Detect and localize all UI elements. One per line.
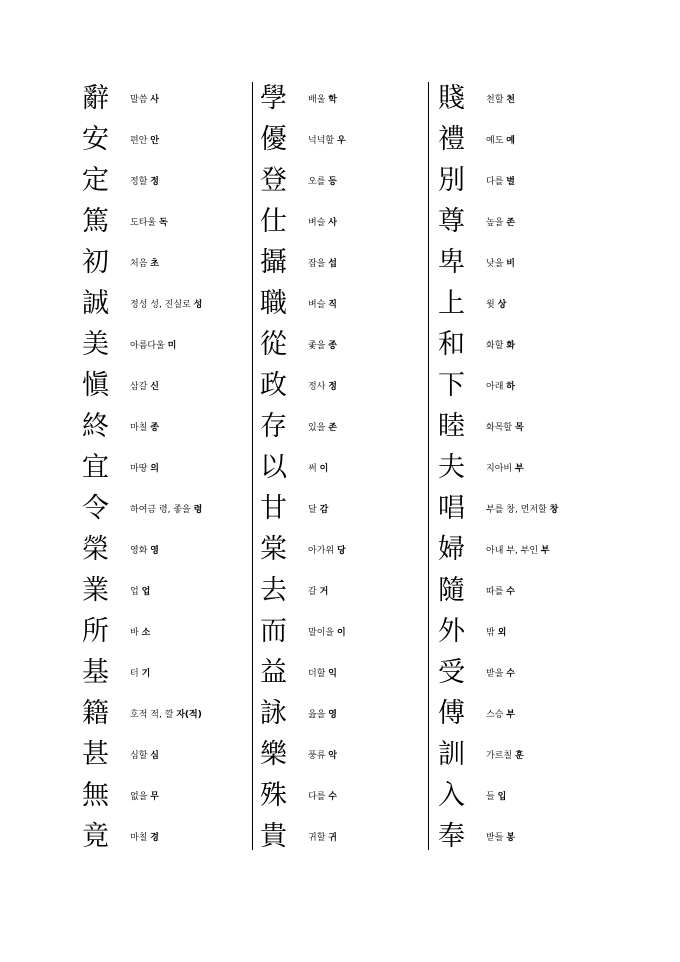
- hanja-entry: [78, 488, 258, 529]
- meaning-text: 도타울: [130, 218, 159, 228]
- hanja-entry: [434, 119, 614, 160]
- hanja-entry: [256, 775, 436, 816]
- reading-sound: 귀: [328, 833, 337, 843]
- hanja-meaning: [130, 584, 150, 597]
- reading-sound: 이: [336, 628, 346, 638]
- reading-sound: 감: [319, 505, 329, 515]
- hanja-entry: [256, 119, 436, 160]
- hanja-entry: [256, 734, 436, 775]
- reading-sound: 령: [193, 505, 203, 515]
- hanja-character: 睦: [438, 411, 465, 442]
- hanja-meaning: [486, 338, 515, 351]
- hanja-entry: [434, 734, 614, 775]
- hanja-meaning: [130, 174, 159, 187]
- hanja-meaning: [486, 133, 515, 146]
- reading-sound: 업: [141, 587, 151, 597]
- reading-sound: 창: [549, 505, 559, 515]
- meaning-text: 낮을: [486, 259, 507, 269]
- reading-sound: 정: [150, 177, 159, 187]
- meaning-text: 벼슬: [308, 300, 329, 310]
- hanja-character: 隨: [438, 575, 465, 606]
- hanja-entry: [78, 119, 258, 160]
- meaning-text: 좇을: [308, 341, 329, 351]
- hanja-meaning: [308, 543, 346, 556]
- hanja-meaning: [130, 625, 150, 638]
- hanja-meaning: [308, 420, 337, 433]
- hanja-character: 以: [260, 452, 287, 483]
- meaning-text: 들: [486, 792, 498, 802]
- reading-sound: 안: [150, 136, 159, 146]
- meaning-text: 마칠: [130, 423, 151, 433]
- reading-sound: 당: [336, 546, 346, 556]
- hanja-character: 攝: [260, 247, 287, 278]
- meaning-text: 배울: [308, 95, 329, 105]
- hanja-meaning: [486, 543, 550, 556]
- hanja-character: 棠: [260, 534, 287, 565]
- hanja-character: 愼: [82, 370, 109, 401]
- hanja-character: 初: [82, 247, 109, 278]
- hanja-entry: [256, 365, 436, 406]
- reading-sound: 기: [141, 669, 151, 679]
- meaning-text: 말씀: [130, 95, 151, 105]
- meaning-text: 높을: [486, 218, 507, 228]
- meaning-text: 있을: [308, 423, 329, 433]
- meaning-text: 심할: [130, 751, 151, 761]
- hanja-character: 樂: [260, 739, 287, 770]
- reading-sound: 초: [150, 259, 159, 269]
- hanja-character: 甚: [82, 739, 109, 770]
- reading-sound: 우: [336, 136, 346, 146]
- hanja-entry: [434, 652, 614, 693]
- hanja-character: 學: [260, 83, 287, 114]
- hanja-entry: [256, 570, 436, 611]
- hanja-entry: [256, 78, 436, 119]
- meaning-text: 바: [130, 628, 142, 638]
- hanja-entry: [256, 324, 436, 365]
- meaning-text: 말이을: [308, 628, 337, 638]
- hanja-entry: [78, 734, 258, 775]
- hanja-meaning: [130, 215, 168, 228]
- hanja-character: 奉: [438, 821, 465, 852]
- meaning-text: 다를: [308, 792, 329, 802]
- hanja-meaning: [486, 502, 558, 515]
- hanja-meaning: [486, 830, 515, 843]
- hanja-meaning: [486, 789, 506, 802]
- meaning-text: 따를: [486, 587, 507, 597]
- hanja-entry: [434, 242, 614, 283]
- hanja-entry: [256, 160, 436, 201]
- hanja-meaning: [130, 92, 159, 105]
- hanja-character: 夫: [438, 452, 465, 483]
- hanja-entry: [434, 529, 614, 570]
- hanja-character: 榮: [82, 534, 109, 565]
- hanja-entry: [434, 78, 614, 119]
- hanja-character: 基: [82, 657, 109, 688]
- meaning-text: 귀할: [308, 833, 329, 843]
- hanja-entry: [256, 529, 436, 570]
- hanja-entry: [78, 201, 258, 242]
- hanja-meaning: [130, 502, 202, 515]
- hanja-entry: [78, 693, 258, 734]
- meaning-text: 풍류: [308, 751, 329, 761]
- hanja-meaning: [308, 707, 337, 720]
- hanja-character: 下: [438, 370, 465, 401]
- reading-sound: 사: [150, 95, 159, 105]
- reading-sound: 거: [319, 587, 329, 597]
- hanja-entry: [256, 283, 436, 324]
- hanja-meaning: [130, 133, 159, 146]
- hanja-character: 別: [438, 165, 465, 196]
- meaning-text: 써: [308, 464, 320, 474]
- hanja-entry: [434, 693, 614, 734]
- hanja-character: 禮: [438, 124, 465, 155]
- hanja-character: 終: [82, 411, 109, 442]
- hanja-meaning: [308, 133, 346, 146]
- hanja-character: 甘: [260, 493, 287, 524]
- hanja-meaning: [486, 256, 515, 269]
- hanja-entry: [434, 160, 614, 201]
- reading-sound: 독: [158, 218, 168, 228]
- hanja-entry: [78, 283, 258, 324]
- hanja-entry: [256, 242, 436, 283]
- reading-sound: 성: [193, 300, 203, 310]
- reading-sound: 존: [328, 423, 337, 433]
- hanja-meaning: [130, 461, 159, 474]
- meaning-text: 받들: [486, 833, 507, 843]
- hanja-entry: [434, 201, 614, 242]
- hanja-column-3: [434, 78, 614, 857]
- meaning-text: 밖: [486, 628, 498, 638]
- hanja-character: 籍: [82, 698, 109, 729]
- reading-sound: 외: [497, 628, 507, 638]
- hanja-entry: [256, 611, 436, 652]
- reading-sound: 훈: [514, 751, 524, 761]
- hanja-column-2: [256, 78, 436, 857]
- hanja-meaning: [486, 297, 506, 310]
- hanja-entry: [78, 775, 258, 816]
- hanja-character: 而: [260, 616, 287, 647]
- meaning-text: 화할: [486, 341, 507, 351]
- meaning-text: 업: [130, 587, 142, 597]
- hanja-meaning: [486, 584, 515, 597]
- hanja-character: 婦: [438, 534, 465, 565]
- reading-sound: 정: [328, 382, 337, 392]
- meaning-text: 아내 부, 부인: [486, 546, 541, 556]
- reading-sound: 상: [497, 300, 507, 310]
- reading-sound: 별: [506, 177, 515, 187]
- hanja-entry: [78, 406, 258, 447]
- reading-sound: 이: [319, 464, 329, 474]
- hanja-meaning: [130, 338, 176, 351]
- meaning-text: 더할: [308, 669, 329, 679]
- hanja-entry: [434, 775, 614, 816]
- hanja-character: 美: [82, 329, 109, 360]
- hanja-entry: [256, 693, 436, 734]
- hanja-character: 從: [260, 329, 287, 360]
- reading-sound: 심: [150, 751, 159, 761]
- hanja-meaning: [308, 789, 337, 802]
- reading-sound: 영: [150, 546, 159, 556]
- hanja-entry: [256, 488, 436, 529]
- meaning-text: 읊을: [308, 710, 329, 720]
- meaning-text: 처음: [130, 259, 151, 269]
- reading-sound: 하: [506, 382, 515, 392]
- hanja-character: 所: [82, 616, 109, 647]
- reading-sound: 무: [150, 792, 159, 802]
- hanja-character: 業: [82, 575, 109, 606]
- reading-sound: 종: [150, 423, 159, 433]
- hanja-character: 上: [438, 288, 465, 319]
- hanja-meaning: [130, 297, 202, 310]
- hanja-meaning: [486, 420, 524, 433]
- hanja-character: 優: [260, 124, 287, 155]
- hanja-meaning: [130, 830, 159, 843]
- hanja-meaning: [486, 666, 515, 679]
- meaning-text: 영화: [130, 546, 151, 556]
- meaning-text: 아래: [486, 382, 507, 392]
- hanja-character: 外: [438, 616, 465, 647]
- reading-sound: 부: [514, 464, 524, 474]
- hanja-entry: [434, 611, 614, 652]
- hanja-character: 訓: [438, 739, 465, 770]
- hanja-meaning: [308, 830, 337, 843]
- reading-sound: 익: [328, 669, 337, 679]
- hanja-meaning: [130, 420, 159, 433]
- meaning-text: 마땅: [130, 464, 151, 474]
- hanja-character: 傅: [438, 698, 465, 729]
- hanja-entry: [78, 160, 258, 201]
- reading-sound: 부: [506, 710, 515, 720]
- reading-sound: 자(적): [176, 710, 202, 720]
- meaning-text: 정성 성, 진실로: [130, 300, 194, 310]
- reading-sound: 수: [506, 669, 515, 679]
- reading-sound: 목: [514, 423, 524, 433]
- meaning-text: 정할: [130, 177, 151, 187]
- hanja-entry: [78, 570, 258, 611]
- hanja-entry: [78, 816, 258, 857]
- hanja-entry: [256, 447, 436, 488]
- meaning-text: 예도: [486, 136, 507, 146]
- reading-sound: 등: [328, 177, 337, 187]
- hanja-meaning: [486, 625, 506, 638]
- hanja-character: 卑: [438, 247, 465, 278]
- meaning-text: 윗: [486, 300, 498, 310]
- meaning-text: 갈: [308, 587, 320, 597]
- reading-sound: 사: [328, 218, 337, 228]
- hanja-entry: [434, 283, 614, 324]
- meaning-text: 지아비: [486, 464, 515, 474]
- hanja-meaning: [308, 625, 346, 638]
- hanja-meaning: [486, 707, 515, 720]
- reading-sound: 소: [141, 628, 151, 638]
- hanja-meaning: [308, 748, 337, 761]
- reading-sound: 존: [506, 218, 515, 228]
- hanja-entry: [78, 324, 258, 365]
- meaning-text: 하여금 령, 좋을: [130, 505, 194, 515]
- hanja-entry: [434, 570, 614, 611]
- reading-sound: 신: [150, 382, 159, 392]
- reading-sound: 부: [540, 546, 550, 556]
- meaning-text: 받을: [486, 669, 507, 679]
- hanja-meaning: [308, 461, 328, 474]
- meaning-text: 정사: [308, 382, 329, 392]
- hanja-character: 誠: [82, 288, 109, 319]
- hanja-meaning: [486, 215, 515, 228]
- hanja-character: 竟: [82, 821, 109, 852]
- reading-sound: 예: [506, 136, 515, 146]
- hanja-character: 職: [260, 288, 287, 319]
- hanja-meaning: [308, 174, 337, 187]
- hanja-meaning: [130, 379, 159, 392]
- reading-sound: 섭: [328, 259, 337, 269]
- meaning-text: 달: [308, 505, 320, 515]
- meaning-text: 화목할: [486, 423, 515, 433]
- hanja-meaning: [308, 338, 337, 351]
- hanja-meaning: [308, 666, 337, 679]
- hanja-meaning: [486, 748, 524, 761]
- hanja-meaning: [130, 543, 159, 556]
- meaning-text: 터: [130, 669, 142, 679]
- hanja-entry: [256, 652, 436, 693]
- meaning-text: 다를: [486, 177, 507, 187]
- hanja-entry: [78, 529, 258, 570]
- hanja-character: 益: [260, 657, 287, 688]
- hanja-column-1: [78, 78, 258, 857]
- hanja-character: 入: [438, 780, 465, 811]
- reading-sound: 학: [328, 95, 337, 105]
- meaning-text: 오를: [308, 177, 329, 187]
- hanja-meaning: [308, 92, 337, 105]
- meaning-text: 벼슬: [308, 218, 329, 228]
- meaning-text: 삼갈: [130, 382, 151, 392]
- meaning-text: 아가위: [308, 546, 337, 556]
- hanja-entry: [434, 816, 614, 857]
- reading-sound: 종: [328, 341, 337, 351]
- hanja-character: 篤: [82, 206, 109, 237]
- hanja-meaning: [308, 379, 337, 392]
- meaning-text: 호적 적, 깔: [130, 710, 177, 720]
- hanja-entry: [434, 488, 614, 529]
- reading-sound: 수: [506, 587, 515, 597]
- hanja-meaning: [130, 256, 159, 269]
- hanja-character: 令: [82, 493, 109, 524]
- hanja-character: 賤: [438, 83, 465, 114]
- hanja-character: 登: [260, 165, 287, 196]
- hanja-meaning: [308, 256, 337, 269]
- hanja-character: 唱: [438, 493, 465, 524]
- reading-sound: 천: [506, 95, 515, 105]
- meaning-text: 마칠: [130, 833, 151, 843]
- hanja-character: 去: [260, 575, 287, 606]
- meaning-text: 잡을: [308, 259, 329, 269]
- hanja-meaning: [486, 379, 515, 392]
- hanja-meaning: [308, 502, 328, 515]
- reading-sound: 입: [497, 792, 507, 802]
- reading-sound: 비: [506, 259, 515, 269]
- meaning-text: 천할: [486, 95, 507, 105]
- hanja-character: 受: [438, 657, 465, 688]
- hanja-character: 尊: [438, 206, 465, 237]
- meaning-text: 스승: [486, 710, 507, 720]
- hanja-meaning: [308, 215, 337, 228]
- meaning-text: 가르칠: [486, 751, 515, 761]
- meaning-text: 편안: [130, 136, 151, 146]
- hanja-meaning: [130, 707, 202, 720]
- hanja-meaning: [130, 748, 159, 761]
- hanja-character: 殊: [260, 780, 287, 811]
- hanja-character: 定: [82, 165, 109, 196]
- reading-sound: 화: [506, 341, 515, 351]
- reading-sound: 악: [328, 751, 337, 761]
- hanja-character: 宜: [82, 452, 109, 483]
- hanja-meaning: [308, 584, 328, 597]
- hanja-entry: [434, 365, 614, 406]
- hanja-character: 存: [260, 411, 287, 442]
- hanja-character: 安: [82, 124, 109, 155]
- hanja-character: 政: [260, 370, 287, 401]
- hanja-entry: [434, 324, 614, 365]
- hanja-entry: [78, 365, 258, 406]
- meaning-text: 부를 창, 먼저할: [486, 505, 550, 515]
- reading-sound: 의: [150, 464, 159, 474]
- hanja-meaning: [486, 92, 515, 105]
- hanja-character: 和: [438, 329, 465, 360]
- hanja-meaning: [130, 666, 150, 679]
- meaning-text: 없을: [130, 792, 151, 802]
- hanja-entry: [434, 447, 614, 488]
- hanja-entry: [78, 611, 258, 652]
- hanja-meaning: [130, 789, 159, 802]
- reading-sound: 경: [150, 833, 159, 843]
- hanja-entry: [434, 406, 614, 447]
- reading-sound: 봉: [506, 833, 515, 843]
- meaning-text: 넉넉할: [308, 136, 337, 146]
- hanja-entry: [78, 78, 258, 119]
- hanja-entry: [256, 406, 436, 447]
- hanja-entry: [78, 652, 258, 693]
- hanja-character: 貴: [260, 821, 287, 852]
- hanja-entry: [78, 242, 258, 283]
- reading-sound: 영: [328, 710, 337, 720]
- reading-sound: 미: [167, 341, 177, 351]
- hanja-entry: [256, 201, 436, 242]
- hanja-character: 詠: [260, 698, 287, 729]
- meaning-text: 아름다울: [130, 341, 168, 351]
- hanja-character: 無: [82, 780, 109, 811]
- hanja-meaning: [486, 461, 524, 474]
- reading-sound: 직: [328, 300, 337, 310]
- hanja-entry: [78, 447, 258, 488]
- hanja-meaning: [308, 297, 337, 310]
- hanja-character: 仕: [260, 206, 287, 237]
- hanja-meaning: [486, 174, 515, 187]
- hanja-entry: [256, 816, 436, 857]
- hanja-character: 辭: [82, 83, 109, 114]
- reading-sound: 수: [328, 792, 337, 802]
